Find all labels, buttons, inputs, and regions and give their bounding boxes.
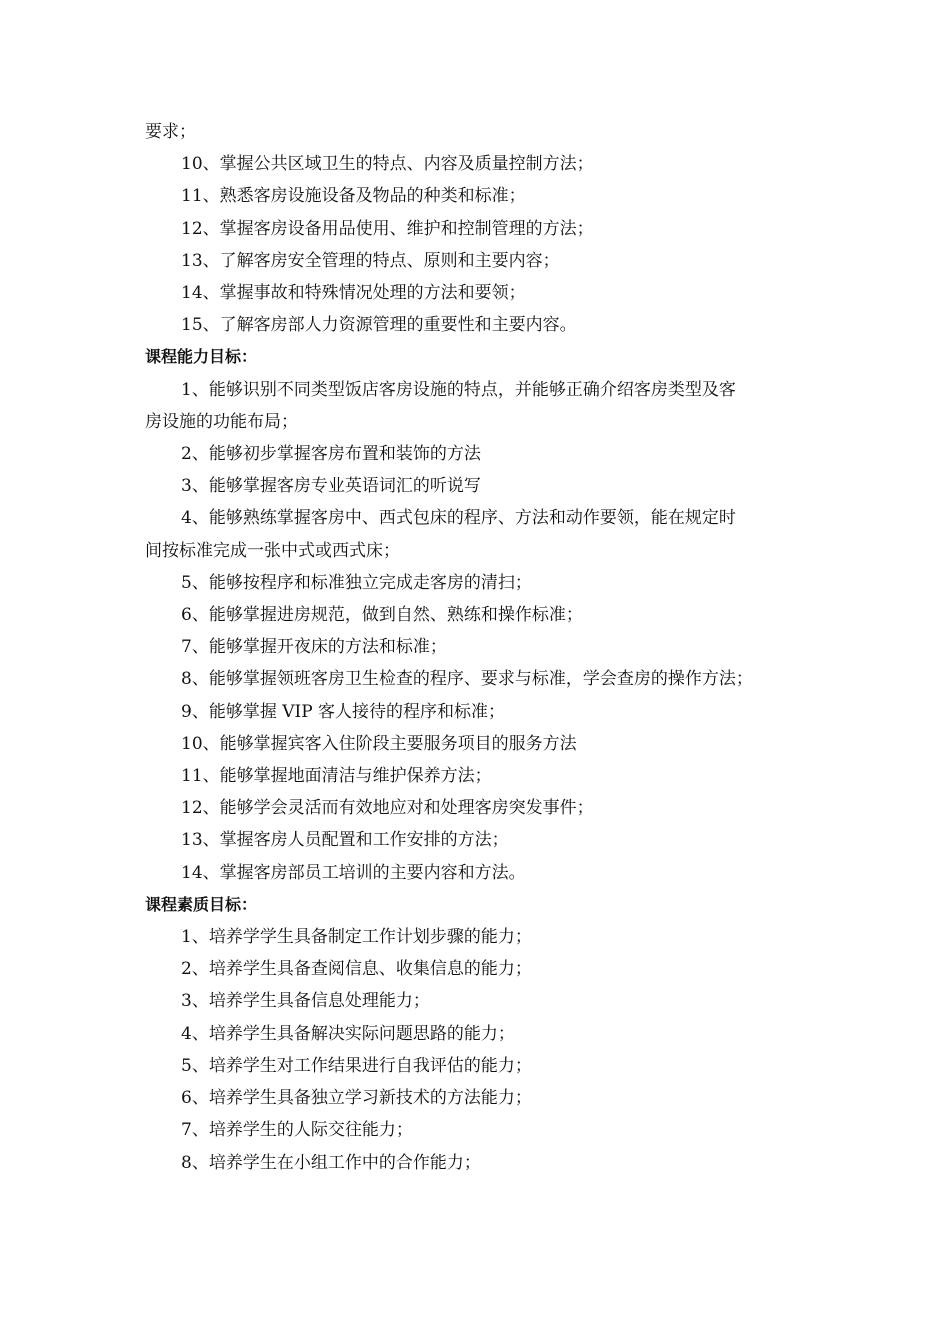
quality-item: 5、培养学生对工作结果进行自我评估的能力； (181, 1055, 532, 1076)
knowledge-item: 15、了解客房部人力资源管理的重要性和主要内容。 (181, 315, 577, 336)
intro-continuation: 要求； (145, 122, 196, 142)
document-body (145, 116, 825, 1179)
knowledge-item: 13、了解客房安全管理的特点、原则和主要内容； (181, 250, 560, 271)
ability-item-line: 10、能够掌握宾客入住阶段主要服务项目的服务方法 (181, 733, 577, 754)
ability-item-continuation: 房设施的功能布局； (145, 411, 298, 432)
knowledge-item: 12、掌握客房设备用品使用、维护和控制管理的方法； (181, 218, 594, 239)
knowledge-item: 14、掌握事故和特殊情况处理的方法和要领； (181, 283, 526, 304)
ability-item-line: 12、能够学会灵活而有效地应对和处理客房突发事件； (181, 798, 594, 819)
knowledge-item: 11、熟悉客房设施设备及物品的种类和标准； (181, 186, 526, 207)
ability-item-continuation: 间按标准完成一张中式或西式床； (145, 540, 400, 561)
quality-item: 3、培养学生具备信息处理能力； (181, 991, 430, 1012)
ability-item-line: 4、能够熟练掌握客房中、西式包床的程序、方法和动作要领，能在规定时 (181, 508, 736, 529)
ability-heading: 课程能力目标： (145, 347, 258, 367)
ability-item-line: 1、能够识别不同类型饭店客房设施的特点，并能够正确介绍客房类型及客 (181, 379, 736, 400)
quality-item: 2、培养学生具备查阅信息、收集信息的能力； (181, 959, 532, 980)
ability-item-line: 7、能够掌握开夜床的方法和标准； (181, 637, 447, 658)
ability-item-line: 2、能够初步掌握客房布置和装饰的方法 (181, 444, 481, 465)
quality-item: 8、培养学生在小组工作中的合作能力； (181, 1152, 481, 1173)
knowledge-item: 10、掌握公共区域卫生的特点、内容及质量控制方法； (181, 154, 594, 175)
quality-heading: 课程素质目标： (145, 894, 258, 914)
ability-item-line: 14、掌握客房部员工培训的主要内容和方法。 (181, 862, 526, 883)
ability-item-line: 5、能够按程序和标准独立完成走客房的清扫； (181, 572, 532, 593)
quality-item: 4、培养学生具备解决实际问题思路的能力； (181, 1023, 515, 1044)
ability-item-line: 13、掌握客房人员配置和工作安排的方法； (181, 830, 509, 851)
quality-item: 1、培养学学生具备制定工作计划步骤的能力； (181, 927, 532, 948)
ability-item-line: 11、能够掌握地面清洁与维护保养方法； (181, 766, 492, 787)
ability-item-line: 8、能够掌握领班客房卫生检查的程序、要求与标准，学会查房的操作方法； (181, 669, 753, 690)
quality-item: 6、培养学生具备独立学习新技术的方法能力； (181, 1088, 532, 1109)
quality-item: 7、培养学生的人际交往能力； (181, 1120, 413, 1141)
ability-item-line: 3、能够掌握客房专业英语词汇的听说写 (181, 476, 481, 497)
ability-item-line: 6、能够掌握进房规范，做到自然、熟练和操作标准； (181, 605, 583, 626)
ability-item-line: 9、能够掌握 VIP 客人接待的程序和标准； (181, 701, 506, 722)
